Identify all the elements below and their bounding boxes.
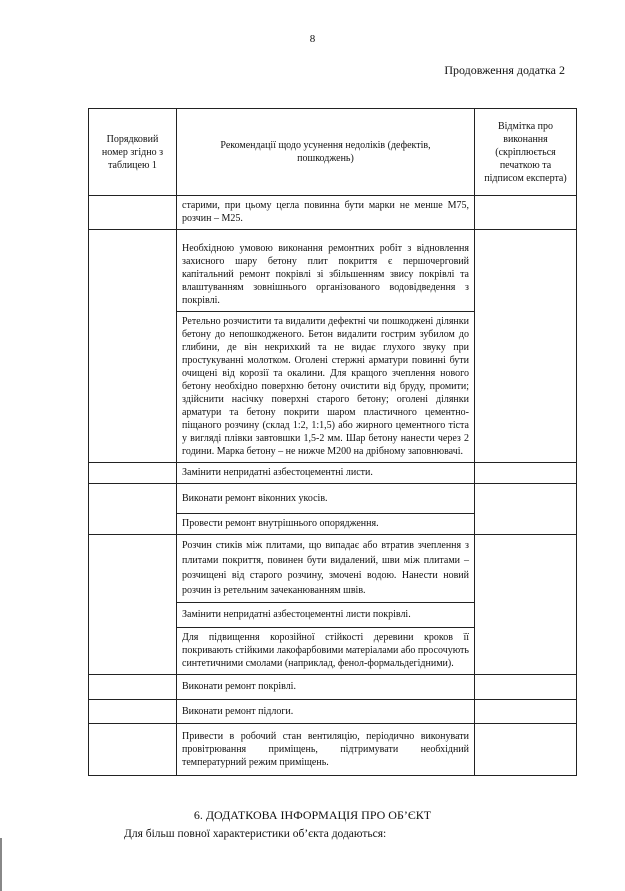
section-note: Для більш повної характеристики об’єкта додаються:: [124, 828, 387, 840]
recommendation-text: Замінити непридатні азбестоцементні листи покрівлі.: [177, 602, 474, 627]
recommendation-text: Замінити непридатні азбестоцементні листи.: [182, 467, 373, 478]
recommendation-text: Розчин стиків між плитами, що випадає або втратив зчеплення з плитами покриття, повинен бути видалений, шви між плитами – розчищені від старого розчину, змочені водою. Нанести новий розчин із ретельним зачеканюванням швів.: [182, 540, 469, 596]
table-row: [89, 724, 577, 776]
table-row: [89, 484, 577, 535]
continuation-label: Продовження додатка 2: [444, 63, 565, 77]
recommendation-text: Провести ремонт внутрішнього опорядження.: [177, 513, 474, 534]
header-number: Порядковий номер згідно з таблицею 1: [89, 109, 177, 196]
recommendation-text: Привести в робочий стан вентиляцію, періодично виконувати провітрювання приміщень, підтримувати необхідний температурний режим приміщень.: [182, 731, 469, 768]
recommendation-text: Необхідною умовою виконання ремонтних робіт з відновлення захисного шару бетону плит покриття є першочерговий капітальний ремонт покрівлі зі збільшенням звису покрівлі та влаштуванням зовнішнього організованого водовідведення з покрівлі.: [182, 243, 469, 306]
table-header-row: [89, 109, 577, 196]
recommendation-text: Виконати ремонт покрівлі.: [182, 681, 296, 692]
page-number: 8: [309, 33, 316, 45]
header-mark: Відмітка про виконання (скріплюється печаткою та підписом експерта): [475, 109, 577, 196]
table-row: [89, 675, 577, 700]
header-recommendations: Рекомендації щодо усунення недоліків (дефектів, пошкоджень): [177, 109, 475, 196]
table-row: [89, 535, 577, 675]
recommendation-text: Для підвищення корозійної стійкості деревини кроков її покривають стійкими лакофарбовими матеріалами або просочують синтетичними смолами (наприклад, фенол-формальдегідними).: [177, 627, 474, 674]
recommendation-text: Виконати ремонт підлоги.: [182, 706, 294, 717]
table-row: [89, 463, 577, 484]
recommendation-text: Ретельно розчистити та видалити дефектні чи пошкоджені ділянки бетону до непошкодженого. Бетон видалити гострим зубилом до глибини, де він некрихкий та не видає глухого звуку при простукуванні молотком. Оголені стержні арматури повинні бути очищені від корозії та окалини. Для кращого зчеплення нового бетону необхідно поверхню бетону очистити від бруду, промити; здійснити насічку поверхні старого бетону; оголені ділянки арматури та бетону покрити шаром пластичного цементно-піщаного розчину (склад 1:2, 1:1,5) або жирного цементного тіста у вигляді плівки завтовшки 1,5-2 мм. Шар бетону нанести через 2 години. Марка бетону – не нижче М200 на дрібному заповнювачі.: [177, 311, 474, 462]
recommendations-table: [88, 108, 577, 776]
table-row: [89, 700, 577, 724]
section-title: 6. ДОДАТКОВА ІНФОРМАЦІЯ ПРО ОБ’ЄКТ: [193, 808, 432, 822]
table-row: [89, 196, 577, 230]
recommendation-text: старими, при цьому цегла повинна бути марки не менше М75, розчин – М25.: [182, 200, 469, 224]
recommendation-text: Виконати ремонт віконних укосів.: [182, 493, 328, 504]
table-row: [89, 230, 577, 463]
scan-edge: [0, 838, 2, 891]
